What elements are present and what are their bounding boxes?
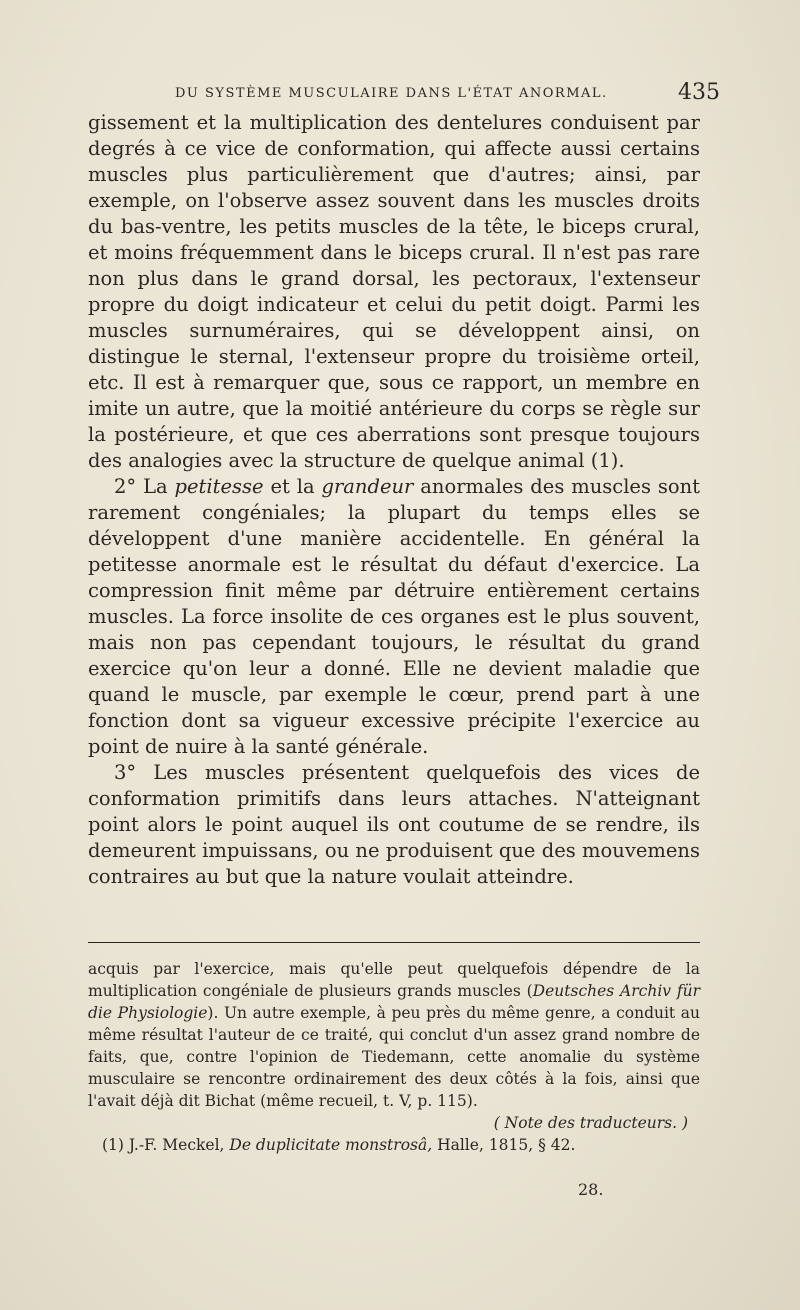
- paragraph-1: gissement et la multiplication des dentelures conduisent par degrés à ce vice de conformation, qui affecte aussi certains muscles plus particulièrement que d'autres; ainsi, par exemple, on l'observe assez souvent dans les muscles droits du bas-ventre, les petits muscles de la tête, le biceps crural, et moins fréquemment dans le biceps crural. Il n'est pas rare non plus dans le grand dorsal, les pectoraux, l'extenseur propre du doigt indicateur et celui du petit doigt. Parmi les muscles surnuméraires, qui se développent ainsi, on distingue le sternal, l'extenseur propre du troisième orteil, etc. Il est à remarquer que, sous ce rapport, un membre en imite un autre, que la moitié antérieure du corps se règle sur la postérieure, et que ces aberrations sont presque toujours des analogies avec la structure de quelque animal (1).: [88, 111, 700, 472]
- paragraph-2-text-c: anormales des muscles sont rarement congéniales; la plupart du temps elles se développent d'une manière accidentelle. En général la petitesse anormale est le résultat du défaut d'exercice. La compression finit même par détruire entièrement certains muscles. La force insolite de ces organes est le plus souvent, mais non pas cependant toujours, le résultat du grand exercice qu'on leur a donné. Elle ne devient maladie que quand le muscle, par exemple le cœur, prend part à une fonction dont sa vigueur excessive précipite l'exercice au point de nuire à la santé générale.: [88, 475, 700, 758]
- paragraph-2-number: 2°: [114, 475, 137, 498]
- page-number: 435: [678, 80, 720, 105]
- main-text: [88, 110, 700, 890]
- footnote-cont-text-b: ). Un autre exemple, à peu près du même genre, a conduit au même résultat l'auteur de ce traité, qui conclut d'un assez grand nombre de faits, que, contre l'opinion de Tiedemann, cette anomalie du système musculaire se rencontre ordinairement des deux côtés à la fois, ainsi que l'avait déjà dit Bichat (même recueil, t. V, p. 115).: [88, 1004, 700, 1110]
- footnote-continuation: [88, 958, 700, 1112]
- translator-credit-text: ( Note des traducteurs. ): [493, 1114, 688, 1132]
- running-title: DU SYSTÈME MUSCULAIRE DANS L'ÉTAT ANORMAL.: [175, 86, 608, 101]
- paragraph-2-text-a: La: [143, 475, 168, 498]
- footnote-1: [88, 1134, 700, 1156]
- signature-mark: 28.: [578, 1180, 604, 1199]
- footnote-1-author: J.-F. Meckel,: [128, 1136, 225, 1154]
- paragraph-3: [88, 760, 700, 890]
- footnote-divider: [88, 942, 700, 943]
- paragraph-2-text-b: et la: [270, 475, 315, 498]
- emphasis-petitesse: petitesse: [174, 475, 264, 498]
- footnote-cont-text-a: acquis par l'exercice, mais qu'elle peut quelquefois dépendre de la multiplication congéniale de plusieurs grands muscles (: [88, 960, 700, 1000]
- paragraph-3-number: 3°: [114, 761, 137, 784]
- footnote-1-details: Halle, 1815, § 42.: [437, 1136, 576, 1154]
- emphasis-grandeur: grandeur: [321, 475, 414, 498]
- paragraph-3-text: Les muscles présentent quelquefois des vices de conformation primitifs dans leurs attaches. N'atteignant point alors le point auquel ils ont coutume de se rendre, ils demeurent impuissans, ou ne produisent que des mouvemens contraires au but que la nature voulait atteindre.: [88, 761, 700, 888]
- translator-credit: [88, 1112, 700, 1134]
- footnote-cont-emphasis: Deutsches Archiv für die Physiologie: [88, 982, 700, 1022]
- footnote-1-title: De duplicitate monstrosâ,: [229, 1136, 433, 1154]
- paragraph-2: [88, 474, 700, 760]
- footnotes: [88, 958, 700, 1156]
- footnote-1-marker: (1): [102, 1136, 124, 1154]
- page-header: [175, 80, 720, 112]
